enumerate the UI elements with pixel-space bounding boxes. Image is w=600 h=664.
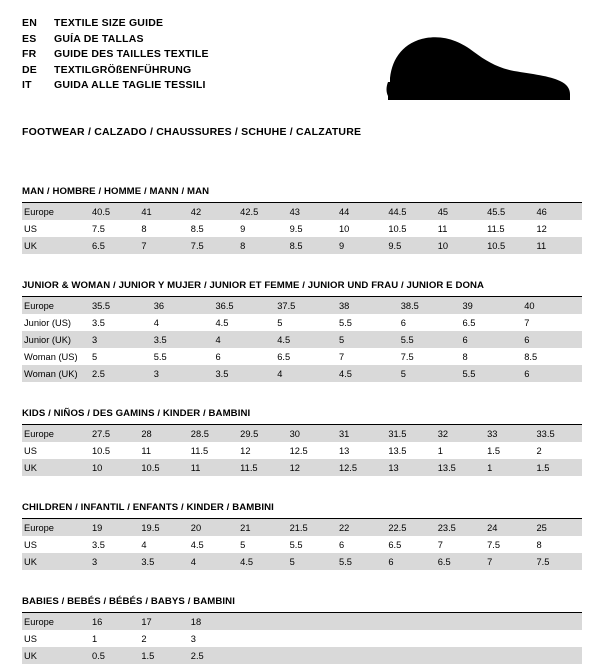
row-label: UK bbox=[22, 647, 88, 664]
cell: 1 bbox=[92, 633, 98, 644]
cell: 9 bbox=[240, 223, 246, 234]
cell: 3 bbox=[150, 365, 212, 382]
cell: 3.5 bbox=[92, 317, 105, 328]
section-title: MAN / HOMBRE / HOMME / MANN / MAN bbox=[22, 186, 582, 203]
language-code: IT bbox=[22, 79, 32, 92]
cell-empty bbox=[483, 647, 532, 664]
cell: 32 bbox=[434, 425, 483, 442]
dress-shoe-icon bbox=[382, 32, 572, 104]
cell: 28.5 bbox=[187, 425, 236, 442]
cell: 24 bbox=[483, 519, 532, 536]
cell: 7.5 bbox=[92, 223, 105, 234]
table-row bbox=[22, 365, 582, 382]
cell: 11.5 bbox=[236, 459, 285, 476]
cell: 5 bbox=[277, 317, 283, 328]
size-table-man bbox=[22, 203, 582, 254]
cell-empty bbox=[236, 630, 285, 647]
table-row bbox=[22, 442, 582, 459]
size-table-junior-woman bbox=[22, 297, 582, 382]
cell: 2.5 bbox=[88, 365, 150, 382]
cell: 3.5 bbox=[92, 539, 105, 550]
language-row bbox=[22, 16, 582, 32]
cell: 4 bbox=[212, 331, 274, 348]
cell: 4.5 bbox=[335, 365, 397, 382]
cell-empty bbox=[384, 630, 433, 647]
language-title: GUÍA DE TALLAS bbox=[54, 32, 144, 45]
table-row bbox=[22, 519, 582, 536]
cell: 4 bbox=[273, 365, 335, 382]
cell: 11 bbox=[533, 237, 582, 254]
cell-empty bbox=[533, 613, 582, 630]
language-title: TEXTILGRÖßENFÜHRUNG bbox=[54, 63, 192, 76]
cell: 19 bbox=[88, 519, 137, 536]
cell: 8 bbox=[462, 351, 468, 362]
row-label: Europe bbox=[22, 613, 88, 630]
cell: 12.5 bbox=[289, 445, 308, 456]
cell: 6.5 bbox=[277, 351, 291, 362]
cell: 7.5 bbox=[187, 237, 236, 254]
cell: 6 bbox=[400, 317, 406, 328]
language-code: ES bbox=[22, 32, 37, 45]
cell-empty bbox=[286, 647, 335, 664]
cell: 3 bbox=[88, 553, 137, 570]
cell: 35.5 bbox=[88, 297, 150, 314]
cell: 12 bbox=[286, 459, 335, 476]
row-label: Woman (US) bbox=[24, 351, 78, 362]
cell: 5 bbox=[397, 365, 459, 382]
section-title: JUNIOR & WOMAN / JUNIOR Y MUJER / JUNIOR ET FEMME / JUNIOR UND FRAU / JUNIOR E DONA bbox=[22, 280, 582, 297]
cell: 40.5 bbox=[88, 203, 137, 220]
cell: 1 bbox=[437, 445, 443, 456]
row-label: Junior (UK) bbox=[22, 331, 88, 348]
cell: 22 bbox=[335, 519, 384, 536]
cell: 23.5 bbox=[434, 519, 483, 536]
cell: 45.5 bbox=[483, 203, 532, 220]
cell: 13.5 bbox=[388, 445, 407, 456]
cell: 8 bbox=[141, 223, 147, 234]
size-table-babies bbox=[22, 613, 582, 664]
cell: 1.5 bbox=[137, 647, 186, 664]
header bbox=[22, 16, 582, 112]
cell-empty bbox=[335, 630, 384, 647]
cell: 39 bbox=[459, 297, 521, 314]
cell: 5 bbox=[92, 351, 98, 362]
cell: 3.5 bbox=[137, 553, 186, 570]
cell: 1.5 bbox=[533, 459, 582, 476]
cell: 17 bbox=[137, 613, 186, 630]
cell: 0.5 bbox=[88, 647, 137, 664]
row-label: UK bbox=[22, 459, 88, 476]
cell: 9.5 bbox=[384, 237, 433, 254]
cell: 4.5 bbox=[236, 553, 285, 570]
section-title: BABIES / BEBÉS / BÉBÉS / BABYS / BAMBINI bbox=[22, 596, 582, 613]
row-label: US bbox=[24, 539, 37, 550]
row-label: US bbox=[24, 445, 37, 456]
section-babies bbox=[22, 596, 582, 664]
cell: 42.5 bbox=[236, 203, 285, 220]
cell: 31.5 bbox=[384, 425, 433, 442]
cell: 5.5 bbox=[459, 365, 521, 382]
language-title: TEXTILE SIZE GUIDE bbox=[54, 17, 164, 29]
cell: 11 bbox=[187, 459, 236, 476]
cell: 4.5 bbox=[215, 317, 229, 328]
cell: 6 bbox=[459, 331, 521, 348]
table-row bbox=[22, 425, 582, 442]
row-label: UK bbox=[22, 237, 88, 254]
section-children bbox=[22, 502, 582, 570]
cell-empty bbox=[483, 630, 532, 647]
table-row bbox=[22, 459, 582, 476]
cell: 9 bbox=[335, 237, 384, 254]
row-label: Europe bbox=[22, 425, 88, 442]
cell: 9.5 bbox=[289, 223, 303, 234]
section-kids bbox=[22, 408, 582, 476]
cell: 11 bbox=[437, 223, 448, 234]
cell: 6 bbox=[520, 365, 582, 382]
cell: 29.5 bbox=[236, 425, 285, 442]
cell-empty bbox=[335, 647, 384, 664]
cell: 10.5 bbox=[483, 237, 532, 254]
cell: 12.5 bbox=[335, 459, 384, 476]
section-junior-woman bbox=[22, 280, 582, 382]
cell: 7 bbox=[483, 553, 532, 570]
section-title: CHILDREN / INFANTIL / ENFANTS / KINDER / BAMBINI bbox=[22, 502, 582, 519]
table-row bbox=[22, 536, 582, 553]
cell: 5.5 bbox=[397, 331, 459, 348]
table-row bbox=[22, 203, 582, 220]
cell: 45 bbox=[434, 203, 483, 220]
table-row bbox=[22, 220, 582, 237]
cell: 12 bbox=[240, 445, 251, 456]
cell: 7.5 bbox=[487, 539, 501, 550]
cell: 2 bbox=[536, 445, 542, 456]
row-label: Woman (UK) bbox=[22, 365, 88, 382]
cell: 27.5 bbox=[88, 425, 137, 442]
section-man bbox=[22, 186, 582, 254]
cell: 30 bbox=[286, 425, 335, 442]
cell: 10.5 bbox=[137, 459, 186, 476]
cell: 3.5 bbox=[212, 365, 274, 382]
row-label: US bbox=[24, 633, 37, 644]
cell: 6.5 bbox=[434, 553, 483, 570]
row-label: US bbox=[24, 223, 37, 234]
language-code: FR bbox=[22, 48, 37, 61]
cell: 3 bbox=[190, 633, 196, 644]
cell: 7 bbox=[339, 351, 345, 362]
cell-empty bbox=[533, 647, 582, 664]
cell: 2.5 bbox=[187, 647, 236, 664]
cell: 13 bbox=[384, 459, 433, 476]
cell: 7.5 bbox=[533, 553, 582, 570]
cell: 8.5 bbox=[286, 237, 335, 254]
table-row bbox=[22, 553, 582, 570]
row-label: Europe bbox=[22, 297, 88, 314]
cell-empty bbox=[434, 630, 483, 647]
cell: 4 bbox=[187, 553, 236, 570]
cell: 18 bbox=[187, 613, 236, 630]
cell: 6.5 bbox=[88, 237, 137, 254]
cell: 1.5 bbox=[487, 445, 501, 456]
cell: 12 bbox=[536, 223, 547, 234]
cell: 21.5 bbox=[286, 519, 335, 536]
cell: 8 bbox=[536, 539, 542, 550]
cell: 31 bbox=[335, 425, 384, 442]
cell: 11.5 bbox=[190, 445, 209, 456]
cell: 6 bbox=[215, 351, 221, 362]
cell: 10.5 bbox=[92, 445, 111, 456]
cell-empty bbox=[286, 630, 335, 647]
row-label: UK bbox=[22, 553, 88, 570]
row-label: Europe bbox=[22, 203, 88, 220]
cell: 5.5 bbox=[153, 351, 167, 362]
cell: 8.5 bbox=[190, 223, 204, 234]
cell: 10 bbox=[88, 459, 137, 476]
cell: 22.5 bbox=[384, 519, 433, 536]
cell: 6.5 bbox=[388, 539, 402, 550]
cell: 37.5 bbox=[273, 297, 335, 314]
cell: 5 bbox=[240, 539, 246, 550]
cell: 5 bbox=[335, 331, 397, 348]
row-label: Europe bbox=[22, 519, 88, 536]
cell: 13.5 bbox=[434, 459, 483, 476]
cell: 7 bbox=[437, 539, 443, 550]
cell: 41 bbox=[137, 203, 186, 220]
cell: 44.5 bbox=[384, 203, 433, 220]
cell: 6 bbox=[338, 539, 345, 550]
language-code: EN bbox=[22, 17, 37, 29]
cell: 20 bbox=[187, 519, 236, 536]
cell: 4 bbox=[141, 539, 147, 550]
cell: 8.5 bbox=[524, 351, 538, 362]
cell: 7.5 bbox=[400, 351, 414, 362]
cell: 4 bbox=[153, 317, 159, 328]
cell: 33 bbox=[483, 425, 532, 442]
cell: 3.5 bbox=[150, 331, 212, 348]
cell: 5.5 bbox=[339, 317, 352, 328]
cell: 38.5 bbox=[397, 297, 459, 314]
size-table-kids bbox=[22, 425, 582, 476]
cell: 5.5 bbox=[335, 553, 384, 570]
cell-empty bbox=[434, 647, 483, 664]
cell: 2 bbox=[141, 633, 147, 644]
cell: 7 bbox=[524, 317, 530, 328]
table-row bbox=[22, 348, 582, 365]
cell: 42 bbox=[187, 203, 236, 220]
cell-empty bbox=[384, 647, 433, 664]
cell: 13 bbox=[338, 445, 350, 456]
cell: 43 bbox=[286, 203, 335, 220]
cell: 40 bbox=[520, 297, 582, 314]
footwear-heading: FOOTWEAR / CALZADO / CHAUSSURES / SCHUHE / CALZATURE bbox=[22, 126, 362, 138]
cell-empty bbox=[434, 613, 483, 630]
cell: 6.5 bbox=[462, 317, 476, 328]
cell: 10 bbox=[338, 223, 350, 234]
cell-empty bbox=[286, 613, 335, 630]
table-row bbox=[22, 630, 582, 647]
cell: 8 bbox=[236, 237, 285, 254]
cell: 46 bbox=[533, 203, 582, 220]
table-row bbox=[22, 314, 582, 331]
cell-empty bbox=[236, 647, 285, 664]
cell-empty bbox=[533, 630, 582, 647]
size-table-children bbox=[22, 519, 582, 570]
cell: 6 bbox=[384, 553, 433, 570]
cell: 11 bbox=[141, 445, 152, 456]
cell: 28 bbox=[137, 425, 186, 442]
table-row bbox=[22, 613, 582, 630]
cell: 5 bbox=[286, 553, 335, 570]
cell: 10.5 bbox=[388, 223, 407, 234]
cell: 10 bbox=[434, 237, 483, 254]
cell: 4.5 bbox=[273, 331, 335, 348]
cell: 36 bbox=[150, 297, 212, 314]
cell: 44 bbox=[335, 203, 384, 220]
table-row bbox=[22, 331, 582, 348]
cell: 16 bbox=[88, 613, 137, 630]
section-title: KIDS / NIÑOS / DES GAMINS / KINDER / BAMBINI bbox=[22, 408, 582, 425]
cell: 6 bbox=[520, 331, 582, 348]
row-label: Junior (US) bbox=[24, 317, 72, 328]
cell-empty bbox=[236, 613, 285, 630]
cell: 21 bbox=[236, 519, 285, 536]
cell: 1 bbox=[483, 459, 532, 476]
cell: 19.5 bbox=[137, 519, 186, 536]
cell-empty bbox=[483, 613, 532, 630]
cell: 4.5 bbox=[190, 539, 204, 550]
cell: 25 bbox=[533, 519, 582, 536]
cell: 7 bbox=[137, 237, 186, 254]
cell-empty bbox=[335, 613, 384, 630]
language-code: DE bbox=[22, 63, 37, 76]
cell: 38 bbox=[335, 297, 397, 314]
table-row bbox=[22, 297, 582, 314]
table-row bbox=[22, 237, 582, 254]
cell: 3 bbox=[88, 331, 150, 348]
cell: 33.5 bbox=[533, 425, 582, 442]
cell-empty bbox=[384, 613, 433, 630]
language-title: GUIDE DES TAILLES TEXTILE bbox=[54, 48, 209, 61]
language-title: GUIDA ALLE TAGLIE TESSILI bbox=[54, 79, 206, 92]
cell: 36.5 bbox=[212, 297, 274, 314]
cell: 5.5 bbox=[289, 539, 303, 550]
table-row bbox=[22, 647, 582, 664]
cell: 11.5 bbox=[487, 223, 505, 234]
